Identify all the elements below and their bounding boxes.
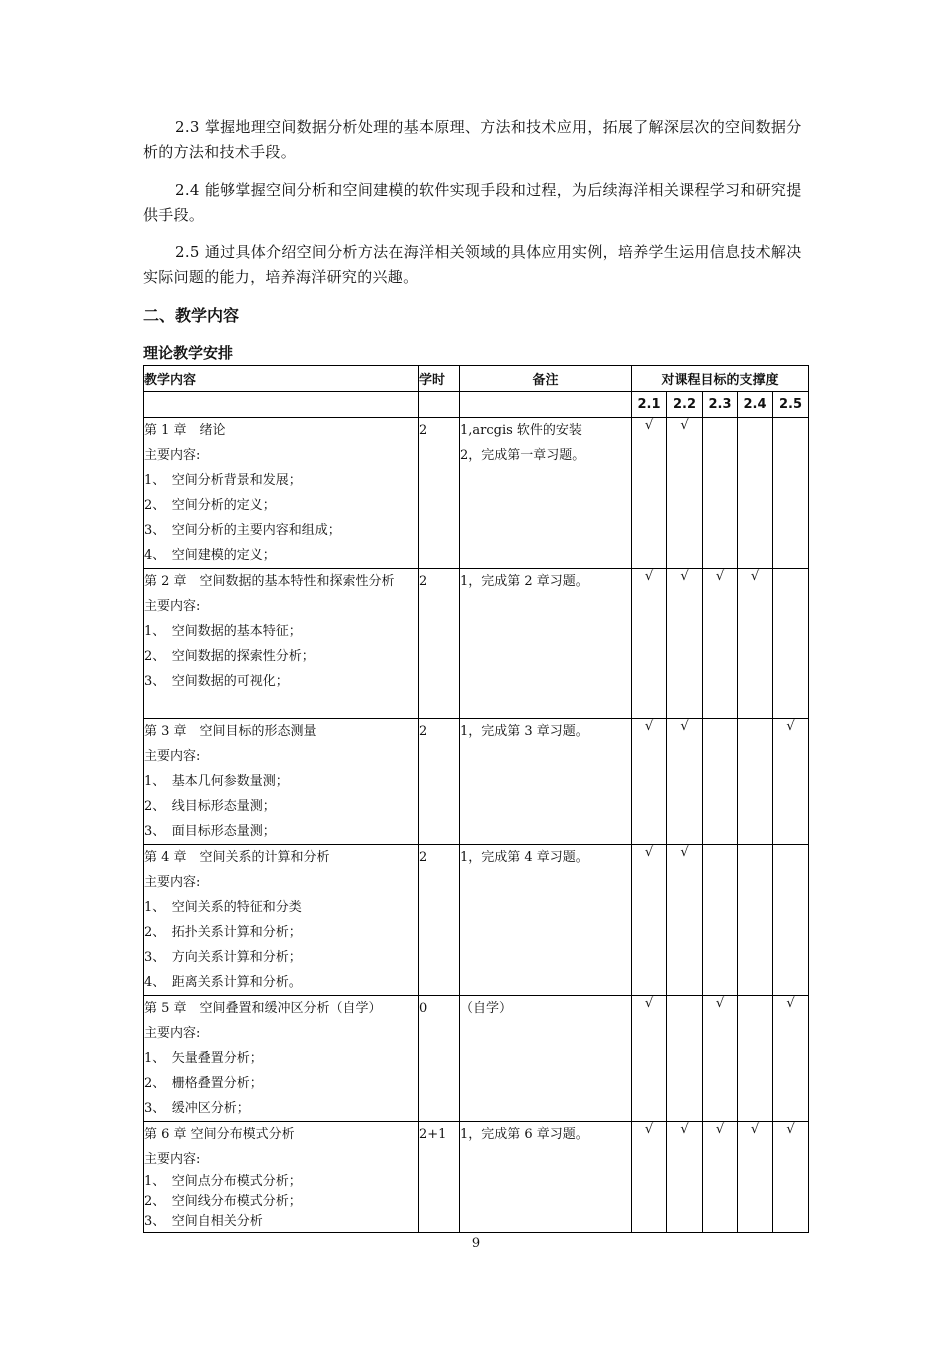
hours-value: 2 (419, 850, 428, 865)
table-row (144, 996, 809, 1122)
hours-cell (419, 996, 460, 1122)
notes-cell (460, 996, 632, 1122)
note-line: （自学） (460, 1001, 513, 1016)
support-check-2-5 (773, 845, 809, 996)
support-check-2-5: √ (773, 719, 809, 845)
support-check-2-2: √ (667, 418, 703, 569)
content-item: 1、 空间分析背景和发展； (144, 473, 302, 488)
header-support: 对课程目标的支撑度 (632, 366, 809, 392)
support-check-2-2: √ (667, 845, 703, 996)
content-item: 1、 空间点分布模式分析； (144, 1174, 302, 1189)
support-check-2-3 (703, 845, 738, 996)
content-item: 1、 空间关系的特征和分类 (144, 900, 302, 915)
support-check-2-1: √ (632, 569, 667, 719)
hours-value: 2+1 (419, 1127, 447, 1142)
table-row (144, 569, 809, 719)
objective-col-2-3: 2.3 (703, 392, 738, 418)
header-notes: 备注 (460, 366, 632, 392)
content-item: 2、 空间线分布模式分析； (144, 1194, 302, 1209)
main-content-label: 主要内容: (144, 1152, 201, 1167)
support-check-2-4: √ (738, 1122, 773, 1233)
objective-col-2-5: 2.5 (773, 392, 809, 418)
content-item: 1、 基本几何参数量测； (144, 774, 289, 789)
main-content-label: 主要内容: (144, 1026, 201, 1041)
content-item: 3、 空间自相关分析 (144, 1214, 263, 1229)
support-check-2-2: √ (667, 569, 703, 719)
support-check-2-4 (738, 845, 773, 996)
objective-2-5: 2.5 通过具体介绍空间分析方法在海洋相关领域的具体应用实例，培养学生运用信息技术解决实际问题的能力，培养海洋研究的兴趣。 (143, 243, 802, 286)
chapter-title: 第 2 章 空间数据的基本特性和探索性分析 (144, 574, 395, 589)
note-line: 2，完成第一章习题。 (460, 448, 586, 463)
hours-value: 2 (419, 724, 428, 739)
content-item: 3、 空间分析的主要内容和组成； (144, 523, 341, 538)
subheader-blank (460, 392, 632, 418)
header-hours: 学时 (419, 366, 460, 392)
main-content-label: 主要内容: (144, 749, 201, 764)
hours-value: 2 (419, 574, 428, 589)
hours-cell (419, 1122, 460, 1233)
content-item: 2、 拓扑关系计算和分析； (144, 925, 302, 940)
objective-col-2-4: 2.4 (738, 392, 773, 418)
content-item: 1、 空间数据的基本特征； (144, 624, 302, 639)
chapter-title: 第 1 章 绪论 (144, 423, 226, 438)
notes-cell (460, 1122, 632, 1233)
notes-cell (460, 845, 632, 996)
chapter-content-cell (144, 719, 419, 845)
chapter-title: 第 4 章 空间关系的计算和分析 (144, 850, 330, 865)
support-check-2-3 (703, 719, 738, 845)
note-line: 1，完成第 6 章习题。 (460, 1127, 589, 1142)
chapter-title: 第 5 章 空间叠置和缓冲区分析（自学） (144, 1001, 382, 1016)
chapter-content-cell (144, 1122, 419, 1233)
hours-value: 2 (419, 423, 428, 438)
chapter-content-cell (144, 996, 419, 1122)
teaching-schedule-table (143, 365, 809, 1233)
notes-cell (460, 569, 632, 719)
table-row (144, 719, 809, 845)
table-heading: 理论教学安排 (143, 344, 234, 362)
content-item: 3、 缓冲区分析； (144, 1101, 250, 1116)
note-line: 1，完成第 2 章习题。 (460, 574, 589, 589)
support-check-2-3: √ (703, 996, 738, 1122)
table-row (144, 418, 809, 569)
content-item: 2、 线目标形态量测； (144, 799, 276, 814)
subheader-blank (419, 392, 460, 418)
main-content-label: 主要内容: (144, 875, 201, 890)
support-check-2-5 (773, 418, 809, 569)
hours-cell (419, 569, 460, 719)
chapter-content-cell (144, 569, 419, 719)
support-check-2-3: √ (703, 569, 738, 719)
support-check-2-4 (738, 418, 773, 569)
support-check-2-4 (738, 996, 773, 1122)
note-line: 1,arcgis 软件的安装 (460, 423, 582, 438)
hours-cell (419, 418, 460, 569)
support-check-2-1: √ (632, 845, 667, 996)
content-item: 2、 栅格叠置分析； (144, 1076, 263, 1091)
support-check-2-2 (667, 996, 703, 1122)
support-check-2-3: √ (703, 1122, 738, 1233)
header-content: 教学内容 (144, 366, 419, 392)
support-check-2-4: √ (738, 569, 773, 719)
content-item: 2、 空间分析的定义； (144, 498, 276, 513)
chapter-content-cell (144, 845, 419, 996)
support-check-2-2: √ (667, 719, 703, 845)
support-check-2-5: √ (773, 996, 809, 1122)
content-item: 3、 方向关系计算和分析； (144, 950, 302, 965)
content-item: 3、 面目标形态量测； (144, 824, 276, 839)
main-content-label: 主要内容: (144, 599, 201, 614)
support-check-2-3 (703, 418, 738, 569)
hours-cell (419, 719, 460, 845)
support-check-2-1: √ (632, 719, 667, 845)
objective-col-2-1: 2.1 (632, 392, 667, 418)
support-check-2-5: √ (773, 1122, 809, 1233)
content-item: 4、 空间建模的定义； (144, 548, 276, 563)
table-subheader-row (144, 392, 809, 418)
objective-col-2-2: 2.2 (667, 392, 703, 418)
support-check-2-4 (738, 719, 773, 845)
support-check-2-1: √ (632, 418, 667, 569)
objective-2-4: 2.4 能够掌握空间分析和空间建模的软件实现手段和过程，为后续海洋相关课程学习和研究提供手段。 (143, 181, 802, 224)
table-row (144, 845, 809, 996)
table-header-row (144, 366, 809, 392)
objective-2-3: 2.3 掌握地理空间数据分析处理的基本原理、方法和技术应用，拓展了解深层次的空间数据分析的方法和技术手段。 (143, 118, 802, 161)
main-content-label: 主要内容: (144, 448, 201, 463)
notes-cell (460, 418, 632, 569)
note-line: 1，完成第 3 章习题。 (460, 724, 589, 739)
chapter-content-cell (144, 418, 419, 569)
table-row (144, 1122, 809, 1233)
hours-cell (419, 845, 460, 996)
support-check-2-1: √ (632, 1122, 667, 1233)
notes-cell (460, 719, 632, 845)
chapter-title: 第 6 章 空间分布模式分析 (144, 1127, 295, 1142)
page-number: 9 (471, 1236, 481, 1251)
content-item: 1、 矢量叠置分析； (144, 1051, 263, 1066)
section-heading: 二、教学内容 (143, 306, 240, 325)
support-check-2-5 (773, 569, 809, 719)
support-check-2-1: √ (632, 996, 667, 1122)
content-item: 3、 空间数据的可视化； (144, 674, 289, 689)
support-check-2-2: √ (667, 1122, 703, 1233)
chapter-title: 第 3 章 空间目标的形态测量 (144, 724, 317, 739)
subheader-blank (144, 392, 419, 418)
note-line: 1，完成第 4 章习题。 (460, 850, 589, 865)
content-item: 4、 距离关系计算和分析。 (144, 975, 302, 990)
hours-value: 0 (419, 1001, 428, 1016)
content-item: 2、 空间数据的探索性分析； (144, 649, 315, 664)
